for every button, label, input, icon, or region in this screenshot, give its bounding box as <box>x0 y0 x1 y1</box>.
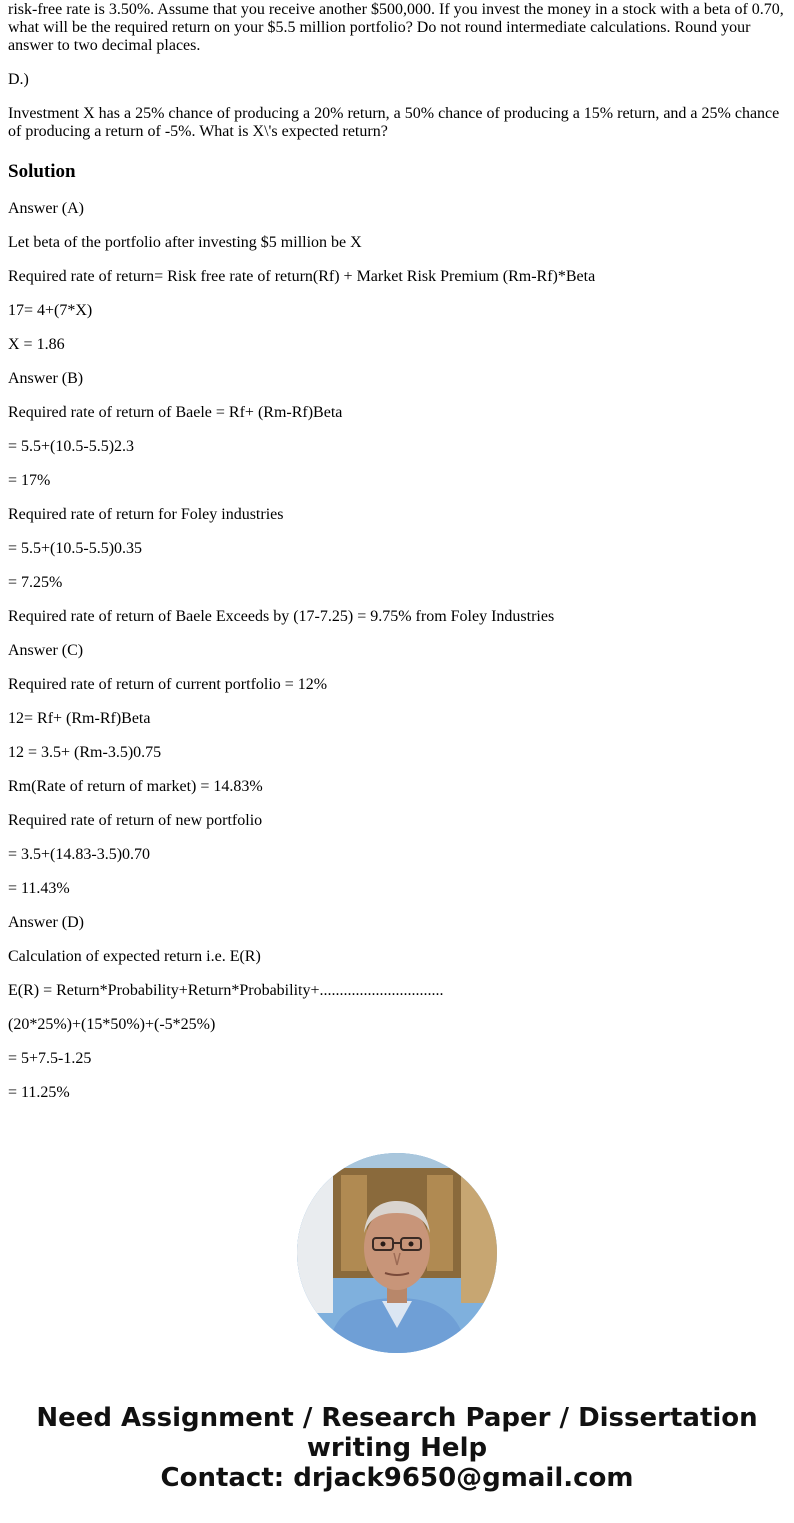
question-part-d-text: Investment X has a 25% chance of producing a 20% return, a 50% chance of producing a 15% return, and a 25% chance of producing a return of -5%. What is X\'s expected return? <box>8 105 780 140</box>
solution-line: (20*25%)+(15*50%)+(-5*25%) <box>8 1016 216 1033</box>
solution-line: = 11.25% <box>8 1084 70 1101</box>
solution-heading: Solution <box>8 161 76 182</box>
author-portrait-illustration <box>297 1153 497 1353</box>
solution-line: = 5.5+(10.5-5.5)2.3 <box>8 438 135 455</box>
promo-banner <box>0 1403 794 1493</box>
solution-line: Answer (D) <box>8 914 84 931</box>
solution-line: = 3.5+(14.83-3.5)0.70 <box>8 846 151 863</box>
solution-line: 12 = 3.5+ (Rm-3.5)0.75 <box>8 744 162 761</box>
solution-line: = 7.25% <box>8 574 63 591</box>
promo-line-2: writing Help <box>306 1433 488 1463</box>
solution-line: Required rate of return of Baele = Rf+ (Rm-Rf)Beta <box>8 404 343 421</box>
solution-line: Rm(Rate of return of market) = 14.83% <box>8 778 263 795</box>
solution-line: Required rate of return of new portfolio <box>8 812 263 829</box>
solution-line: Answer (C) <box>8 642 84 659</box>
document-content <box>8 0 788 1118</box>
question-part-c-text: risk-free rate is 3.50%. Assume that you receive another $500,000. If you invest the money in a stock with a beta of 0.70, what will be the required return on your $5.5 million portfolio? Do not round intermediate calculations. Round your answer to two decimal places. <box>8 1 784 54</box>
solution-line: 17= 4+(7*X) <box>8 302 93 319</box>
question-part-d-label: D.) <box>8 71 29 88</box>
solution-line: = 11.43% <box>8 880 70 897</box>
solution-line: = 17% <box>8 472 51 489</box>
solution-line: Answer (A) <box>8 200 84 217</box>
solution-line: Answer (B) <box>8 370 84 387</box>
solution-line: Let beta of the portfolio after investing $5 million be X <box>8 234 362 251</box>
question-section <box>8 0 788 141</box>
solution-body <box>8 200 788 1102</box>
promo-line-1: Need Assignment / Research Paper / Dissertation <box>36 1403 758 1433</box>
solution-line: Required rate of return for Foley industries <box>8 506 284 523</box>
solution-line: 12= Rf+ (Rm-Rf)Beta <box>8 710 151 727</box>
solution-line: E(R) = Return*Probability+Return*Probability+............................... <box>8 982 444 999</box>
solution-line: Required rate of return= Risk free rate of return(Rf) + Market Risk Premium (Rm-Rf)*Beta <box>8 268 596 285</box>
promo-contact-line: Contact: drjack9650@gmail.com <box>160 1463 634 1493</box>
author-avatar <box>297 1153 497 1353</box>
solution-line: = 5.5+(10.5-5.5)0.35 <box>8 540 143 557</box>
solution-line: Calculation of expected return i.e. E(R) <box>8 948 261 965</box>
solution-line: Required rate of return of current portfolio = 12% <box>8 676 328 693</box>
solution-line: = 5+7.5-1.25 <box>8 1050 92 1067</box>
solution-line: X = 1.86 <box>8 336 65 353</box>
solution-line: Required rate of return of Baele Exceeds by (17-7.25) = 9.75% from Foley Industries <box>8 608 555 625</box>
